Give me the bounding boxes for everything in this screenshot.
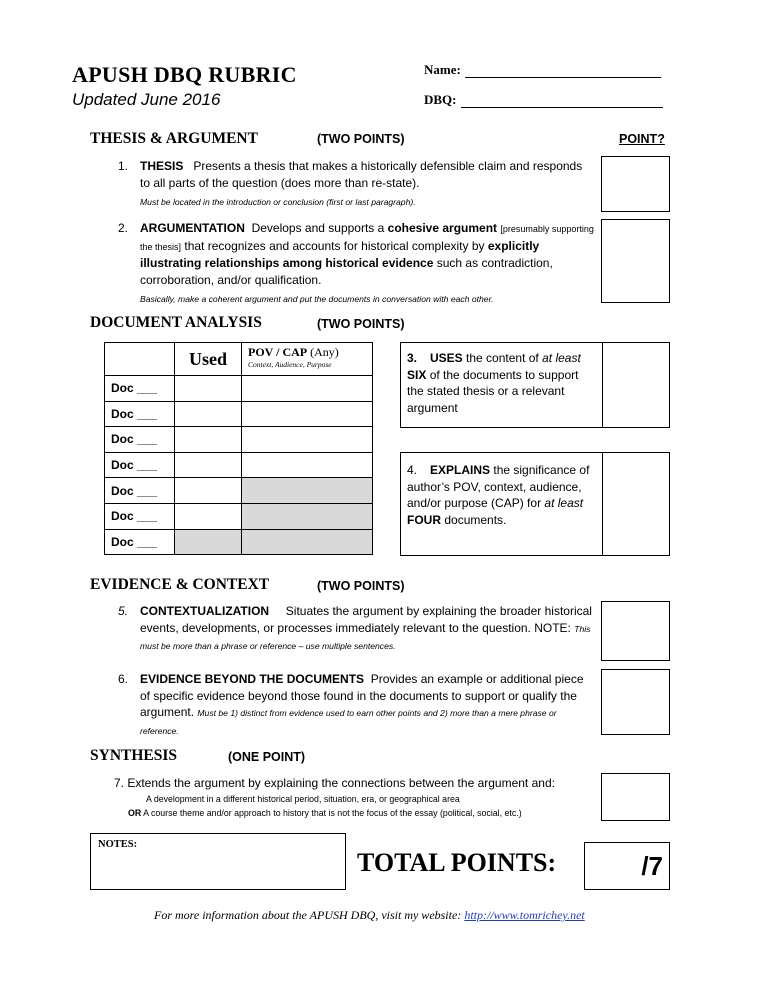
item-4: [401, 453, 603, 555]
item-7-option-b: A course theme and/or approach to history that is not the focus of the essay (political, social, etc.): [143, 807, 522, 818]
website-link[interactable]: http://www.tomrichey.net: [464, 908, 585, 922]
table-row: [105, 427, 373, 453]
document-heading: DOCUMENT ANALYSIS: [90, 314, 262, 331]
used-cell[interactable]: [175, 376, 242, 402]
table-row: [105, 401, 373, 427]
footer-info-text: For more information about the APUSH DBQ, visit my website:: [154, 908, 462, 922]
item-2-text-c: such as contradiction, corroboration, and/or qualification.: [140, 256, 553, 287]
item-3-text-a: the content of: [466, 351, 539, 365]
synthesis-score-box[interactable]: [601, 773, 670, 821]
pov-cell-shaded: [242, 503, 373, 529]
item-2-label: ARGUMENTATION: [140, 221, 245, 235]
used-cell[interactable]: [175, 478, 242, 504]
item-5: [118, 603, 596, 655]
item-6-note: Must be 1) distinct from evidence used to earn other points and 2) more than a mere phrase or reference.: [140, 708, 557, 736]
item-3: [401, 343, 603, 427]
synthesis-points: (ONE POINT): [228, 750, 306, 764]
item-3-number: 3.: [407, 351, 418, 365]
header-blank-cell: [105, 343, 175, 376]
item-2-text-a: Develops and supports a: [251, 221, 385, 235]
table-row: [105, 529, 373, 555]
item-6-number: 6.: [118, 672, 129, 686]
item-4-bold-b: FOUR: [407, 512, 441, 527]
footer-info: [154, 908, 585, 923]
item-4-bold: EXPLAINS: [430, 463, 491, 477]
item-4-score-box[interactable]: [603, 453, 669, 555]
doc-label: Doc ___: [105, 503, 175, 529]
item-2-bold-a: cohesive argument: [387, 221, 498, 235]
item-2-number: 2.: [118, 221, 129, 235]
total-points-value: /7: [641, 851, 663, 881]
item-6-label: EVIDENCE BEYOND THE DOCUMENTS: [140, 672, 365, 686]
item-4-text-b: documents.: [444, 512, 507, 527]
item-1: [118, 158, 588, 211]
name-line[interactable]: [465, 64, 661, 78]
item-4-text-a: the significance of author’s POV, context, audience, and/or purpose (CAP) for: [407, 463, 590, 510]
table-row: [105, 478, 373, 504]
item-3-box: [400, 342, 670, 428]
thesis-points: (TWO POINTS): [317, 132, 405, 146]
item-2-small-a: [presumably supporting the thesis]: [140, 224, 594, 252]
item-3-text-b: of the documents to support the stated thesis or a relevant argument: [407, 367, 579, 415]
doc-label: Doc ___: [105, 376, 175, 402]
item-4-number: 4.: [407, 463, 418, 477]
contextualization-score-box[interactable]: [601, 601, 670, 661]
item-6: [118, 671, 596, 739]
dbq-line[interactable]: [461, 94, 663, 108]
doc-label: Doc ___: [105, 529, 175, 555]
doc-label: Doc ___: [105, 401, 175, 427]
used-cell[interactable]: [175, 427, 242, 453]
item-7-option-b-line: [128, 806, 602, 820]
item-5-text: Situates the argument by explaining the broader historical events, developments, or processes immediately relevant to the question. NOTE:: [140, 604, 592, 635]
notes-label: NOTES:: [98, 839, 138, 850]
synthesis-heading: SYNTHESIS: [90, 747, 178, 764]
pov-cell[interactable]: [242, 452, 373, 478]
item-5-number: 5.: [118, 604, 129, 618]
doc-label: Doc ___: [105, 478, 175, 504]
item-1-text: Presents a thesis that makes a historically defensible claim and responds to all parts of the question (does more than re-state).: [140, 159, 583, 190]
item-7-option-a: A development in a different historical period, situation, era, or geographical area: [146, 793, 460, 804]
table-row: [105, 376, 373, 402]
pov-cell[interactable]: [242, 376, 373, 402]
dbq-label: DBQ:: [424, 92, 457, 107]
used-cell[interactable]: [175, 401, 242, 427]
pov-cell[interactable]: [242, 427, 373, 453]
item-3-bold-b: SIX: [407, 367, 427, 382]
thesis-heading: THESIS & ARGUMENT: [90, 130, 258, 147]
item-5-label: CONTEXTUALIZATION: [140, 604, 270, 618]
item-1-label: THESIS: [140, 159, 184, 173]
used-column-header: Used: [175, 343, 242, 376]
item-7-text: 7. Extends the argument by explaining the connections between the argument and:: [114, 776, 555, 790]
pov-column-header: [242, 343, 373, 376]
name-label: Name:: [424, 62, 461, 77]
table-row: [105, 503, 373, 529]
item-3-bold: USES: [430, 351, 463, 365]
item-2: [118, 220, 594, 308]
item-3-italic: at least: [542, 351, 581, 365]
used-cell[interactable]: [175, 503, 242, 529]
item-4-italic: at least: [544, 496, 584, 510]
table-row: [105, 452, 373, 478]
pov-cell-shaded: [242, 529, 373, 555]
dbq-field[interactable]: [424, 92, 663, 108]
thesis-score-box[interactable]: [601, 156, 670, 212]
item-5-note: This must be more than a phrase or reference – use multiple sentences.: [140, 623, 591, 651]
item-4-box: [400, 452, 670, 556]
item-3-score-box[interactable]: [603, 343, 669, 427]
pov-cap-label: POV / CAP: [248, 345, 308, 359]
item-1-note: Must be located in the introduction or conclusion (first or last paragraph).: [140, 197, 416, 207]
total-points-label: TOTAL POINTS:: [357, 848, 557, 877]
evidence-beyond-score-box[interactable]: [601, 669, 670, 735]
document-table: [104, 342, 373, 555]
evidence-points: (TWO POINTS): [317, 579, 405, 593]
item-2-bold-b: explicitly illustrating relationships among historical evidence: [140, 238, 540, 270]
notes-box[interactable]: [90, 833, 346, 890]
pov-cell-shaded: [242, 478, 373, 504]
name-field[interactable]: [424, 62, 661, 78]
used-cell[interactable]: [175, 452, 242, 478]
pov-cell[interactable]: [242, 401, 373, 427]
item-2-text-b: that recognizes and accounts for historical complexity by: [184, 238, 485, 253]
evidence-heading: EVIDENCE & CONTEXT: [90, 576, 270, 593]
doc-label: Doc ___: [105, 452, 175, 478]
page-title: APUSH DBQ RUBRIC: [72, 62, 297, 87]
pov-any-label: (Any): [310, 345, 339, 359]
item-6-text: Provides an example or additional piece of specific evidence beyond those found in the documents to support or qualify the argument.: [140, 672, 584, 719]
document-points: (TWO POINTS): [317, 317, 405, 331]
item-7-or: OR: [128, 807, 142, 818]
total-points-box[interactable]: [584, 842, 670, 890]
document-table-header: [105, 343, 373, 376]
argumentation-score-box[interactable]: [601, 219, 670, 303]
item-7: [114, 775, 602, 820]
page-subtitle: Updated June 2016: [72, 90, 221, 109]
item-2-note: Basically, make a coherent argument and put the documents in conversation with each other.: [140, 294, 494, 304]
item-1-number: 1.: [118, 159, 129, 173]
pov-subtitle: Context, Audience, Purpose: [248, 360, 332, 369]
doc-label: Doc ___: [105, 427, 175, 453]
used-cell-shaded: [175, 529, 242, 555]
point-column-header: POINT?: [619, 132, 665, 146]
